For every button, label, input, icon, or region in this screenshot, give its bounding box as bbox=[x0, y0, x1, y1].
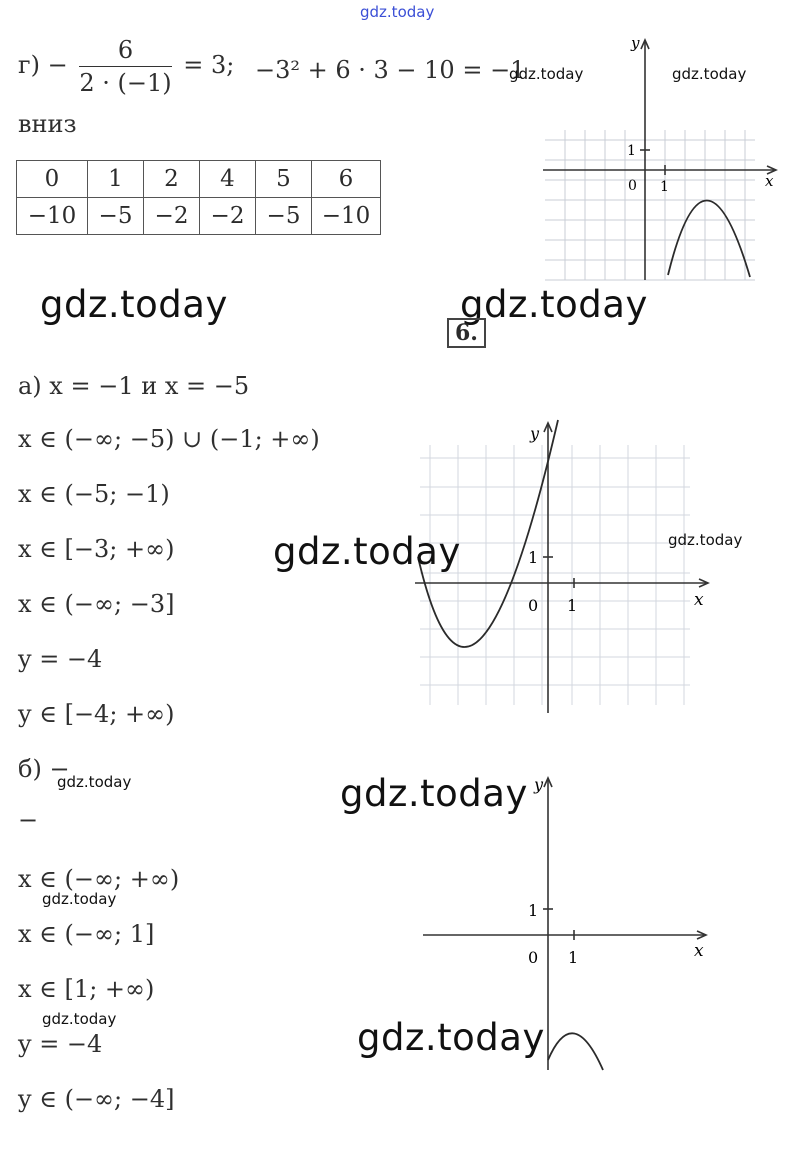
part-a-line: x ∈ (−5; −1) bbox=[18, 480, 170, 508]
part-b-line: − bbox=[18, 806, 39, 834]
part-a-line: x ∈ (−∞; −3] bbox=[18, 590, 175, 618]
y-axis-label: y bbox=[534, 775, 544, 794]
watermark: gdz.today bbox=[273, 530, 461, 573]
origin-label: 0 bbox=[528, 596, 539, 615]
part-a-line: x ∈ [−3; +∞) bbox=[18, 535, 175, 563]
y-tick-label: 1 bbox=[528, 548, 539, 567]
part-g-equation bbox=[18, 36, 234, 97]
table-cell: 1 bbox=[88, 161, 144, 198]
watermark: gdz.today bbox=[672, 65, 747, 83]
table-cell: −5 bbox=[256, 198, 312, 235]
origin-label: 0 bbox=[628, 178, 637, 194]
x-tick-label: 1 bbox=[567, 596, 578, 615]
x-axis-label: x bbox=[694, 590, 704, 610]
origin-label: 0 bbox=[528, 948, 539, 967]
table-cell: 5 bbox=[256, 161, 312, 198]
part-b-line: x ∈ (−∞; 1] bbox=[18, 920, 155, 948]
part-g-vertex-value: −3² + 6 · 3 − 10 = −1 bbox=[255, 56, 526, 84]
table-cell: 6 bbox=[312, 161, 381, 198]
x-tick-label: 1 bbox=[660, 179, 669, 195]
part-a-line: x ∈ (−∞; −5) ∪ (−1; +∞) bbox=[18, 425, 320, 453]
table-row-y bbox=[17, 198, 381, 235]
graph-parabola-b bbox=[418, 770, 718, 1075]
y-axis-label: y bbox=[530, 424, 540, 443]
parabola-curve bbox=[548, 1033, 603, 1070]
values-table bbox=[16, 160, 381, 235]
x-tick-label: 1 bbox=[568, 948, 579, 967]
table-row-x bbox=[17, 161, 381, 198]
watermark: gdz.today bbox=[57, 773, 132, 791]
table-cell: −10 bbox=[17, 198, 88, 235]
table-cell: 2 bbox=[144, 161, 200, 198]
graph-parabola-g bbox=[535, 30, 785, 285]
part-a-line: а) x = −1 и x = −5 bbox=[18, 372, 250, 400]
grid bbox=[545, 130, 755, 280]
fraction bbox=[79, 36, 171, 97]
watermark: gdz.today bbox=[42, 890, 117, 908]
x-axis-label: x bbox=[765, 172, 774, 190]
part-g-label: г) − bbox=[18, 51, 68, 79]
branches-direction: вниз bbox=[18, 110, 77, 138]
watermark: gdz.today bbox=[357, 1016, 545, 1059]
watermark: gdz.today bbox=[460, 283, 648, 326]
table-cell: −10 bbox=[312, 198, 381, 235]
part-g-result: = 3; bbox=[183, 51, 235, 79]
fraction-denominator: 2 · (−1) bbox=[79, 69, 172, 97]
problem-number: 6. bbox=[447, 318, 486, 348]
part-a-line: y ∈ [−4; +∞) bbox=[18, 700, 175, 728]
grid bbox=[420, 445, 690, 705]
table-cell: −5 bbox=[88, 198, 144, 235]
y-tick-label: 1 bbox=[528, 901, 539, 920]
part-b-line: б) − bbox=[18, 755, 70, 783]
watermark: gdz.today bbox=[668, 531, 743, 549]
part-b-line: x ∈ (−∞; +∞) bbox=[18, 865, 180, 893]
table-cell: −2 bbox=[200, 198, 256, 235]
x-axis-label: x bbox=[694, 941, 704, 961]
part-a-line: y = −4 bbox=[18, 645, 103, 673]
table-cell: 4 bbox=[200, 161, 256, 198]
watermark-top: gdz.today bbox=[360, 3, 435, 21]
part-b-line: y = −4 bbox=[18, 1030, 103, 1058]
part-b-line: x ∈ [1; +∞) bbox=[18, 975, 155, 1003]
y-tick-label: 1 bbox=[627, 143, 636, 159]
watermark: gdz.today bbox=[40, 283, 228, 326]
part-b-line: y ∈ (−∞; −4] bbox=[18, 1085, 175, 1113]
watermark: gdz.today bbox=[340, 772, 528, 815]
watermark: gdz.today bbox=[509, 65, 584, 83]
watermark: gdz.today bbox=[42, 1010, 117, 1028]
y-axis-label: y bbox=[631, 34, 640, 52]
table-cell: −2 bbox=[144, 198, 200, 235]
fraction-numerator: 6 bbox=[79, 36, 171, 67]
table-cell: 0 bbox=[17, 161, 88, 198]
parabola-curve bbox=[668, 200, 750, 277]
